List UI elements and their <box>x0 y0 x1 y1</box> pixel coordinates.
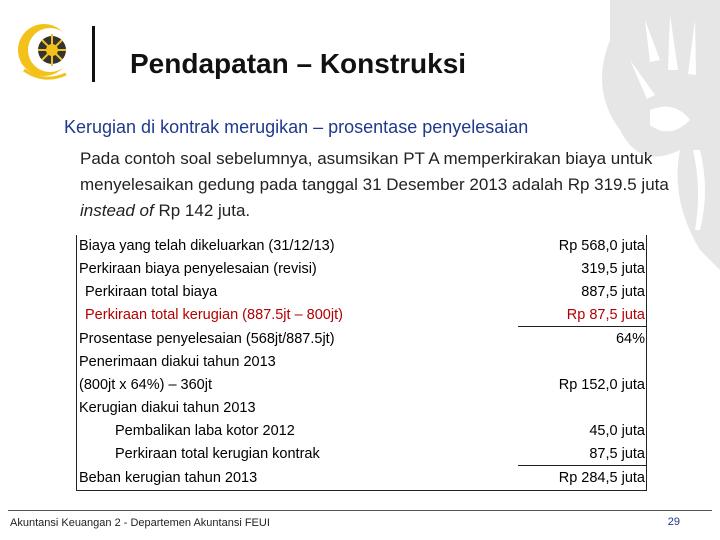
ui-logo-icon <box>14 20 74 84</box>
row-label: Penerimaan diakui tahun 2013 <box>79 354 276 370</box>
footer-text: Akuntansi Keuangan 2 - Departemen Akuntansi FEUI <box>10 517 270 529</box>
page-number: 29 <box>667 516 680 528</box>
paragraph-text-2: Rp 142 juta. <box>153 201 251 220</box>
row-label: Kerugian diakui tahun 2013 <box>79 400 256 416</box>
body-paragraph <box>80 146 680 224</box>
row-label: Perkiraan total kerugian (887.5jt – 800jt) <box>85 307 343 323</box>
slide-subtitle: Kerugian di kontrak merugikan – prosentase penyelesaian <box>64 117 529 137</box>
table-row <box>77 258 646 280</box>
table-row <box>77 397 646 419</box>
row-value: Rp 87,5 juta <box>566 307 645 323</box>
row-label: Prosentase penyelesaian (568jt/887.5jt) <box>79 331 335 347</box>
table-row <box>77 304 646 326</box>
page-title: Pendapatan – Konstruksi <box>130 48 467 79</box>
row-value: 45,0 juta <box>589 423 645 439</box>
table-row <box>77 420 646 442</box>
table-row <box>77 374 646 396</box>
underline-divider <box>518 326 646 327</box>
table-row <box>77 443 646 465</box>
row-value: 887,5 juta <box>581 284 645 300</box>
title-divider <box>92 26 95 82</box>
row-value: 87,5 juta <box>589 446 645 462</box>
underline-divider <box>518 465 646 466</box>
row-value: Rp 152,0 juta <box>558 377 645 393</box>
table-row <box>77 235 646 257</box>
row-label: Perkiraan total biaya <box>85 284 218 300</box>
row-value: Rp 284,5 juta <box>558 470 645 486</box>
row-label: (800jt x 64%) – 360jt <box>79 377 212 393</box>
row-value: 319,5 juta <box>581 261 645 277</box>
loss-calculation-table <box>76 235 647 491</box>
table-row <box>77 281 646 303</box>
table-row <box>77 328 646 350</box>
row-value: Rp 568,0 juta <box>558 238 645 254</box>
row-value: 64% <box>615 331 645 347</box>
row-label: Perkiraan biaya penyelesaian (revisi) <box>79 261 317 277</box>
paragraph-text-1: Pada contoh soal sebelumnya, asumsikan PT A memperkirakan biaya untuk menyelesaikan gedung pada tanggal 31 Desember 2013 adalah Rp 319.5 juta <box>80 149 669 194</box>
paragraph-italic: instead of <box>80 201 154 220</box>
row-label: Perkiraan total kerugian kontrak <box>115 446 320 462</box>
makara-watermark <box>550 0 720 270</box>
row-label: Pembalikan laba kotor 2012 <box>115 423 295 439</box>
footer-divider <box>8 510 712 511</box>
table-row <box>77 351 646 373</box>
row-label: Biaya yang telah dikeluarkan (31/12/13) <box>79 238 335 254</box>
row-label: Beban kerugian tahun 2013 <box>79 470 258 486</box>
table-row <box>77 467 646 489</box>
